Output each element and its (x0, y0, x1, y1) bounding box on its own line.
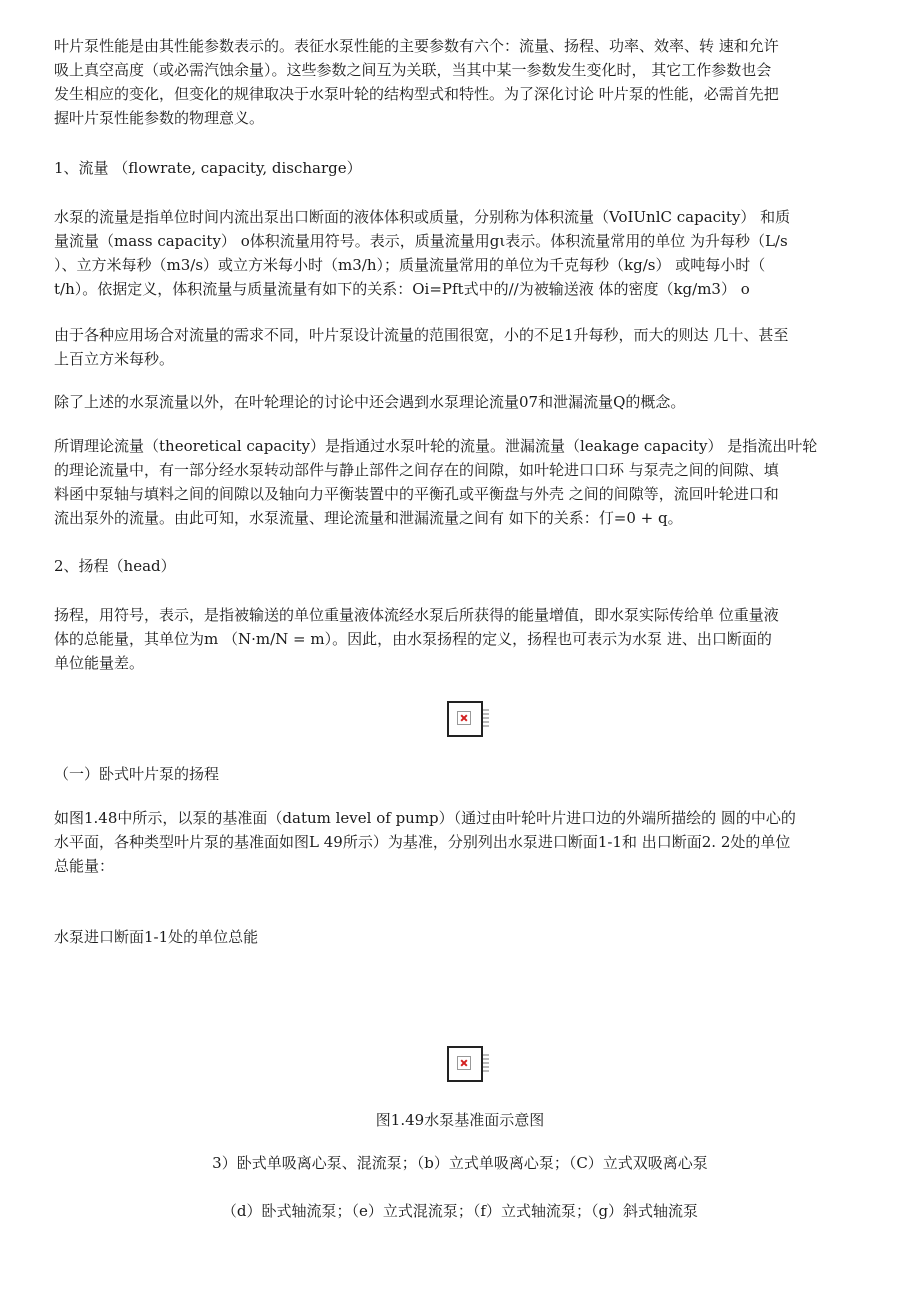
text-line: 1、流量 （flowrate, capacity, discharge） (54, 159, 362, 177)
missing-image-icon (447, 701, 483, 737)
figure-caption: 图1.49水泵基准面示意图 (375, 1111, 545, 1129)
text-line: 单位能量差。 (54, 654, 145, 672)
horizontal-pump-heading (54, 762, 882, 786)
flow-range-paragraph (54, 323, 882, 371)
text-line: 的理论流量中，有一部分经水泵转动部件与静止部件之间存在的间隙，如叶轮进口口环 与泵壳之间的间隙、填 (54, 461, 779, 479)
theoretical-flow-paragraph (54, 390, 882, 414)
text-line: 总能量： (54, 857, 115, 875)
text-line: 吸上真空高度（或必需汽蚀余量）。这些参数之间互为关联，当其中某一参数发生变化时， 其它工作参数也会 (54, 61, 772, 79)
text-line: 握叶片泵性能参数的物理意义。 (54, 109, 265, 127)
figure-legend-line-2: （d）卧式轴流泵；（e）立式混流泵；（f）立式轴流泵；（g）斜式轴流泵 (221, 1202, 699, 1220)
text-line: 2、扬程（head） (54, 557, 176, 575)
figure-legend-line-1: 3）卧式单吸离心泵、混流泵；（b）立式单吸离心泵；（C）立式双吸离心泵 (212, 1154, 708, 1172)
text-line: 水泵进口断面1-1处的单位总能 (54, 928, 259, 946)
text-line: 量流量（mass capacity） o体积流量用符号。表示，质量流量用gι表示。体积流量常用的单位 为升每秒（L∕s (54, 232, 788, 250)
missing-figure-icon (447, 1046, 483, 1082)
text-line: 上百立方米每秒。 (54, 350, 175, 368)
intro-paragraph (54, 34, 882, 130)
text-line: 如图1.48中所示，以泵的基准面（datum level of pump）（通过由叶轮叶片进口边的外端所描绘的 圆的中心的 (54, 809, 796, 827)
datum-level-paragraph (54, 806, 882, 878)
text-line: 发生相应的变化，但变化的规律取决于水泵叶轮的结构型式和特性。为了深化讨论 叶片泵的性能，必需首先把 (54, 85, 779, 103)
head-section-heading (54, 554, 882, 578)
text-line: ）、立方米每秒（m3∕s）或立方米每小时（m3∕h）；质量流量常用的单位为千克每秒（kg∕s） 或吨每小时（ (54, 256, 766, 274)
text-line: 叶片泵性能是由其性能参数表示的。表征水泵性能的主要参数有六个：流量、扬程、功率、效率、转 速和允许 (54, 37, 779, 55)
text-line: t∕h）。依据定义，体积流量与质量流量有如下的关系：Oi=Pft式中的∕∕为被输送液 体的密度（kg∕m3） o (54, 280, 750, 298)
text-line: 所谓理论流量（theoretical capacity）是指通过水泵叶轮的流量。泄漏流量（leakage capacity） 是指流出叶轮 (54, 437, 818, 455)
inlet-energy-paragraph (54, 925, 882, 949)
leakage-flow-paragraph (54, 434, 882, 530)
text-line: 水平面，各种类型叶片泵的基准面如图L 49所示）为基准，分别列出水泵进口断面1-1和 出口断面2. 2处的单位 (54, 833, 791, 851)
head-definition-paragraph (54, 603, 882, 675)
broken-image-icon (457, 1056, 471, 1070)
flow-definition-paragraph (54, 205, 882, 301)
text-line: 水泵的流量是指单位时间内流出泵出口断面的液体体积或质量，分别称为体积流量（VoIUnlC capacity） 和质 (54, 208, 791, 226)
text-line: 流出泵外的流量。由此可知，水泵流量、理论流量和泄漏流量之间有 如下的关系：仃=0 + q。 (54, 509, 683, 527)
broken-image-icon (457, 711, 471, 725)
text-line: 由于各种应用场合对流量的需求不同，叶片泵设计流量的范围很宽，小的不足1升每秒，而大的则达 几十、甚至 (54, 326, 789, 344)
text-line: 扬程，用符号，表示，是指被输送的单位重量液体流经水泵后所获得的能量增值，即水泵实际传给单 位重量液 (54, 606, 779, 624)
flow-section-heading (54, 156, 882, 180)
text-line: 料函中泵轴与填料之间的间隙以及轴向力平衡装置中的平衡孔或平衡盘与外壳 之间的间隙等，流回叶轮进口和 (54, 485, 779, 503)
text-line: 除了上述的水泵流量以外，在叶轮理论的讨论中还会遇到水泵理论流量07和泄漏流量Q的概念。 (54, 393, 686, 411)
text-line: 体的总能量，其单位为m （N·m∕N = m）。因此，由水泵扬程的定义，扬程也可表示为水泵 进、出口断面的 (54, 630, 772, 648)
text-line: （一）卧式叶片泵的扬程 (54, 765, 220, 783)
